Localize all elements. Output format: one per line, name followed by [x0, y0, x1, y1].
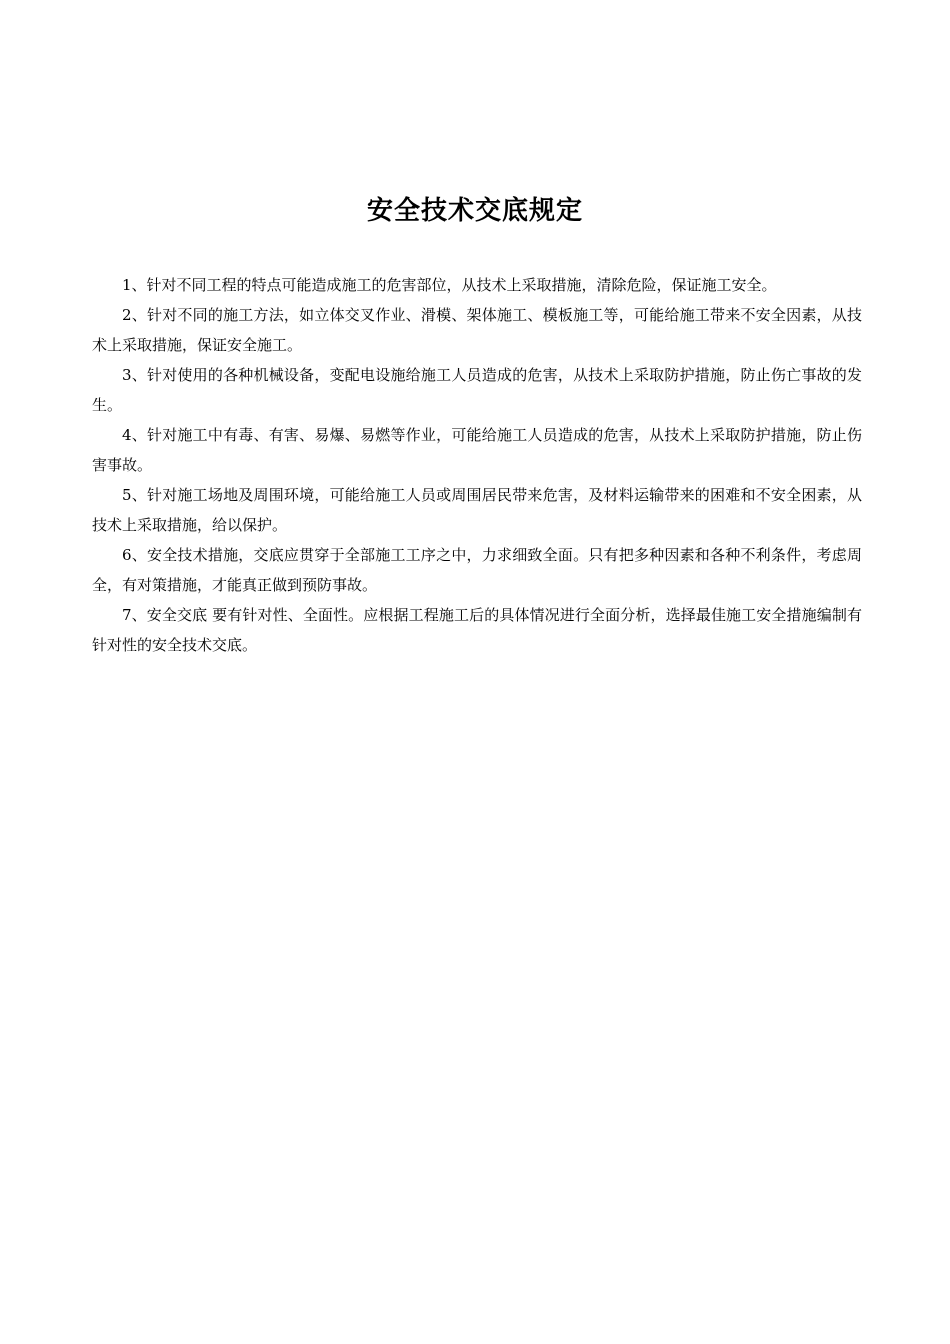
paragraph-3: 3、针对使用的各种机械设备，变配电设施给施工人员造成的危害，从技术上采取防护措施，防止伤亡事故的发生。 — [92, 366, 862, 414]
paragraph-2: 2、针对不同的施工方法，如立体交叉作业、滑模、架体施工、模板施工等，可能给施工带来不安全因素，从技术上采取措施，保证安全施工。 — [92, 306, 862, 354]
paragraph-6: 6、安全技术措施，交底应贯穿于全部施工工序之中，力求细致全面。只有把多种因素和各种不利条件，考虑周全，有对策措施，才能真正做到预防事故。 — [92, 546, 862, 594]
document-title: 安全技术交底规定 — [366, 196, 583, 226]
paragraph-5: 5、针对施工场地及周围环境，可能给施工人员或周围居民带来危害，及材料运输带来的困难和不安全困素，从技术上采取措施，给以保护。 — [92, 486, 862, 534]
paragraph-7: 7、安全交底 要有针对性、全面性。应根据工程施工后的具体情况进行全面分析，选择最佳施工安全措施编制有针对性的安全技术交底。 — [92, 606, 862, 654]
document-body — [92, 270, 862, 660]
paragraph-1: 1、针对不同工程的特点可能造成施工的危害部位，从技术上采取措施，清除危险，保证施工安全。 — [122, 276, 777, 294]
paragraph-4: 4、针对施工中有毒、有害、易爆、易燃等作业，可能给施工人员造成的危害，从技术上采取防护措施，防止伤害事故。 — [92, 426, 862, 474]
